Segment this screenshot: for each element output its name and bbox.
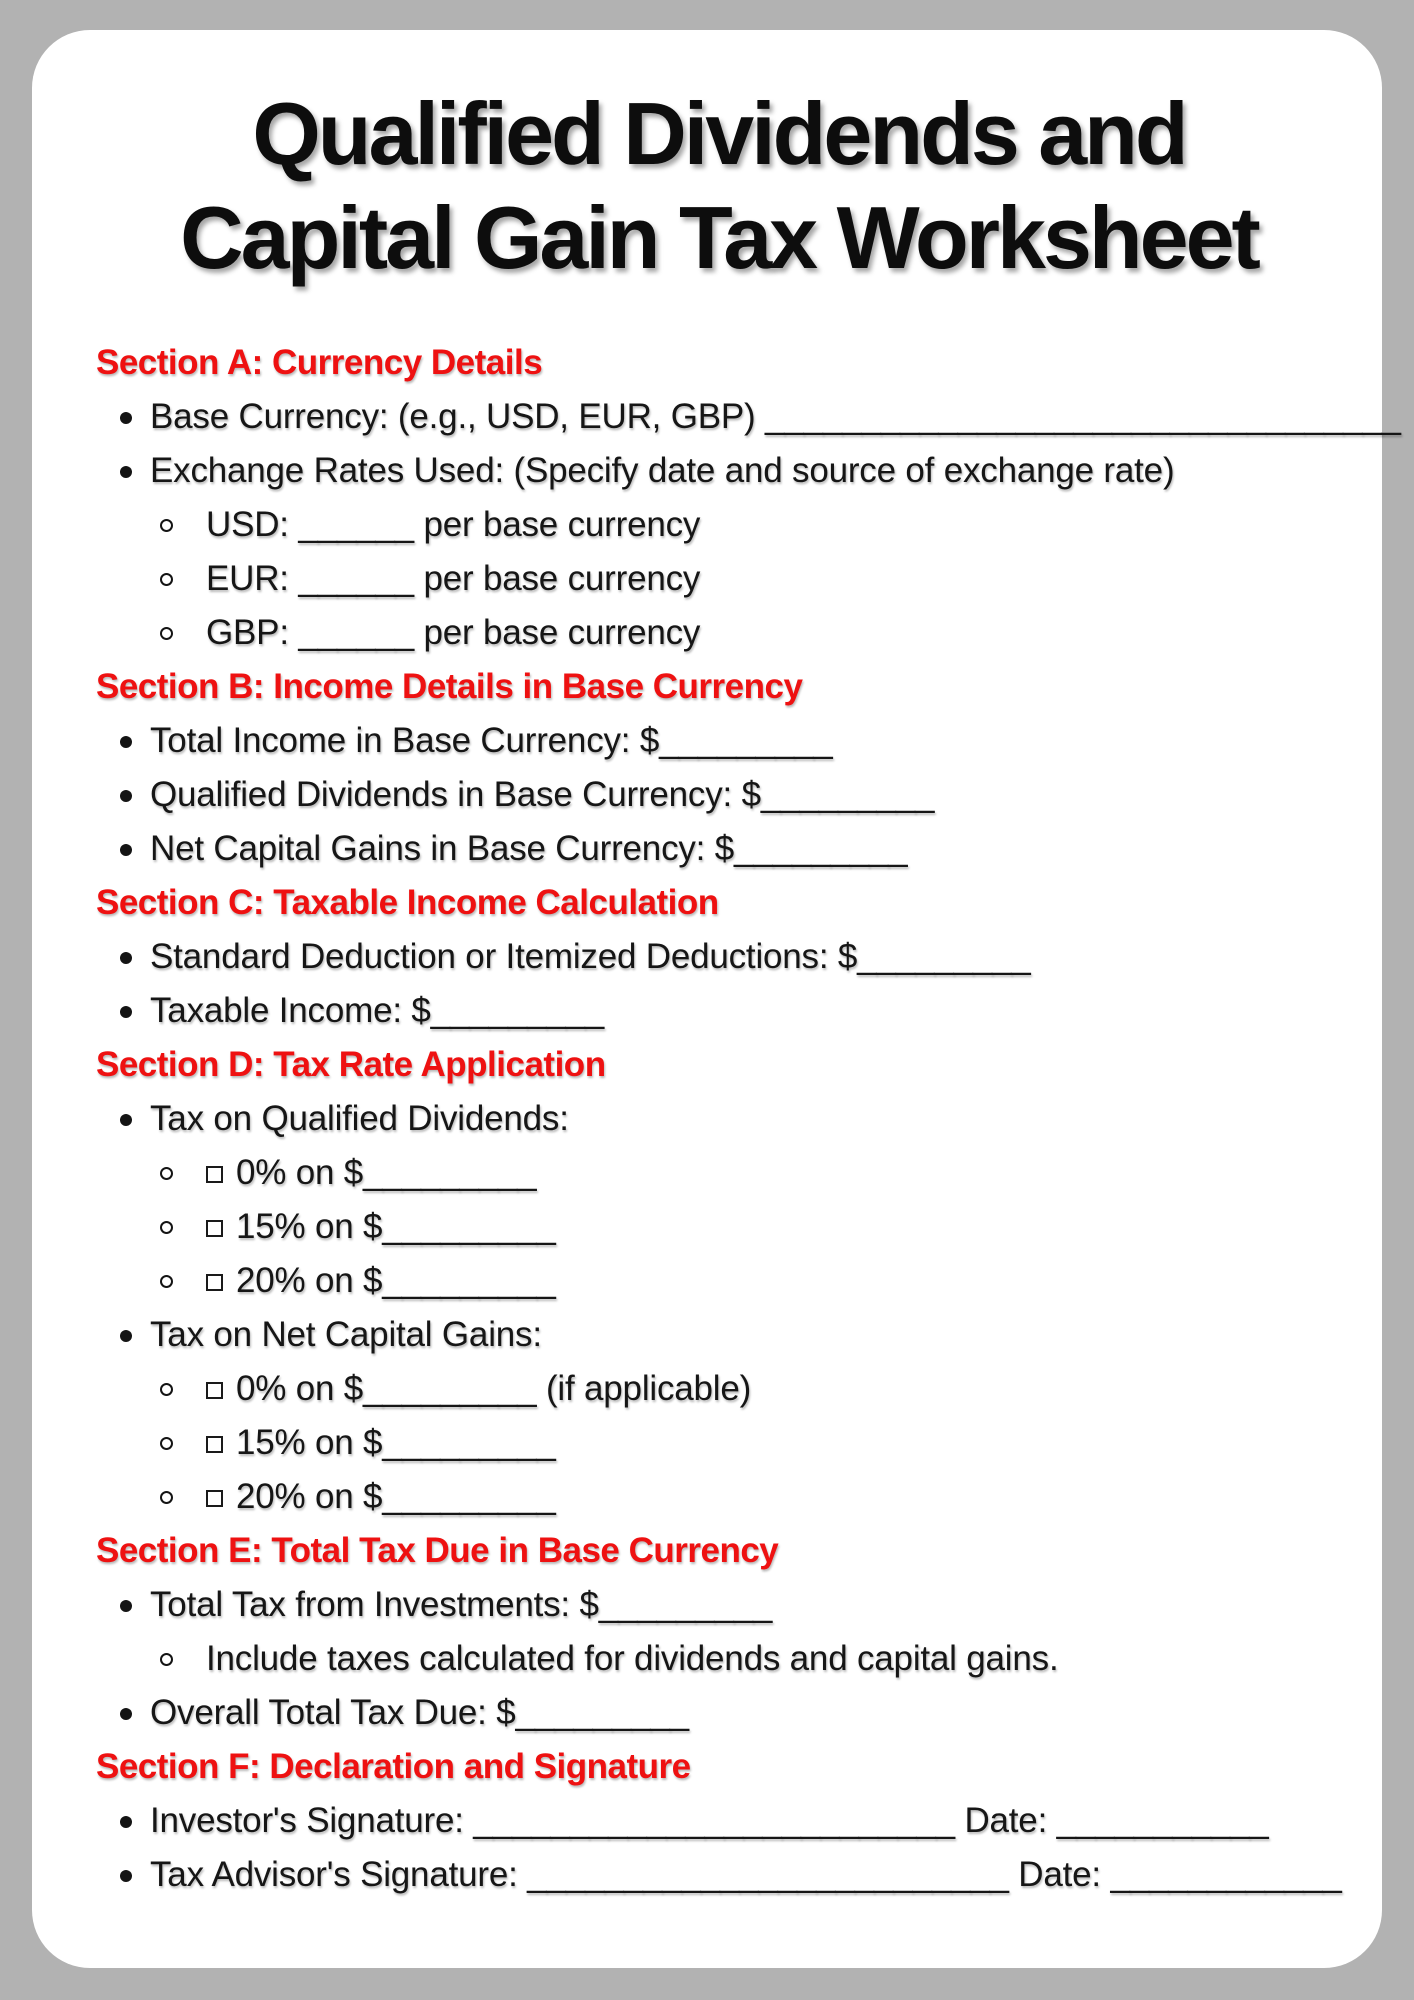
checkbox-label: 0% on $_________ [236, 1153, 537, 1192]
list-item [96, 390, 1401, 444]
sub-list-item [96, 552, 1362, 606]
checkbox-label: 15% on $_________ [236, 1207, 556, 1246]
bullet-icon [120, 1092, 150, 1146]
circle-bullet-icon [160, 1416, 206, 1470]
circle-bullet-icon [160, 1632, 206, 1686]
list-item-text: Total Tax from Investments: $_________ [150, 1585, 773, 1624]
circle-bullet-icon [160, 1470, 206, 1524]
sub-list-item-text [206, 1470, 556, 1524]
list-item-text: Exchange Rates Used: (Specify date and source of exchange rate) [150, 451, 1175, 490]
list-item [96, 1308, 1362, 1362]
list-item-text: Qualified Dividends in Base Currency: $_________ [150, 775, 935, 814]
bullet-icon [120, 1578, 150, 1632]
bullet-icon [120, 390, 150, 444]
circle-bullet-icon [160, 1200, 206, 1254]
list-item-text: Standard Deduction or Itemized Deductions: $_________ [150, 937, 1031, 976]
list-item-text: Tax Advisor's Signature: _________________________ Date: ____________ [150, 1855, 1342, 1894]
section-a-heading [96, 336, 1362, 390]
sub-list-item [96, 606, 1362, 660]
bullet-icon [120, 768, 150, 822]
bullet-icon [120, 822, 150, 876]
bullet-icon [120, 1686, 150, 1740]
list-item [96, 714, 1362, 768]
section-heading-text: Section C: Taxable Income Calculation [96, 883, 719, 922]
sub-list-item-text: EUR: ______ per base currency [206, 559, 701, 598]
bullet-icon [120, 714, 150, 768]
checkbox-icon [206, 1436, 223, 1453]
sub-list-item [96, 1470, 1362, 1524]
checkbox-icon [206, 1166, 223, 1183]
sub-list-item [96, 1254, 1362, 1308]
sub-list-item-text [206, 1200, 556, 1254]
section-b-heading [96, 660, 1362, 714]
bullet-icon [120, 984, 150, 1038]
list-item [96, 930, 1362, 984]
sub-list-item [96, 1362, 1362, 1416]
list-item-text: Investor's Signature: _________________________ Date: ___________ [150, 1801, 1269, 1840]
checkbox-label: 0% on $_________ (if applicable) [236, 1369, 752, 1408]
circle-bullet-icon [160, 552, 206, 606]
sub-list-item [96, 1146, 1362, 1200]
section-heading-text: Section B: Income Details in Base Currency [96, 667, 803, 706]
list-item [96, 444, 1362, 498]
worksheet-page [32, 30, 1401, 1968]
circle-bullet-icon [160, 1146, 206, 1200]
circle-bullet-icon [160, 1254, 206, 1308]
bullet-icon [120, 1794, 150, 1848]
bullet-icon [120, 930, 150, 984]
bullet-icon [120, 1848, 150, 1902]
list-item-text: Tax on Qualified Dividends: [150, 1099, 569, 1138]
list-item-text: Net Capital Gains in Base Currency: $_________ [150, 829, 908, 868]
sub-list-item-text: GBP: ______ per base currency [206, 613, 701, 652]
section-d-heading [96, 1038, 1362, 1092]
checkbox-label: 15% on $_________ [236, 1423, 556, 1462]
sub-list-item [96, 1200, 1362, 1254]
section-c-heading [96, 876, 1362, 930]
sub-list-item [96, 1632, 1362, 1686]
checkbox-icon [206, 1220, 223, 1237]
list-item [96, 822, 1362, 876]
sub-list-item-text [206, 1362, 751, 1416]
bullet-icon [120, 444, 150, 498]
checkbox-icon [206, 1274, 223, 1291]
sub-list-item [96, 498, 1362, 552]
sub-list-item-text: Include taxes calculated for dividends and capital gains. [206, 1639, 1059, 1678]
checkbox-label: 20% on $_________ [236, 1477, 556, 1516]
list-item [96, 768, 1362, 822]
circle-bullet-icon [160, 606, 206, 660]
page-title [96, 82, 1362, 290]
sub-list-item [96, 1416, 1362, 1470]
list-item-text: Base Currency: (e.g., USD, EUR, GBP) _________________________________ [150, 397, 1401, 436]
checkbox-label: 20% on $_________ [236, 1261, 556, 1300]
sub-list-item-text [206, 1254, 556, 1308]
list-item [96, 1092, 1362, 1146]
list-item [96, 1848, 1362, 1902]
list-item [96, 1686, 1362, 1740]
bullet-icon [120, 1308, 150, 1362]
section-heading-text: Section D: Tax Rate Application [96, 1045, 606, 1084]
list-item [96, 1578, 1362, 1632]
circle-bullet-icon [160, 498, 206, 552]
section-heading-text: Section E: Total Tax Due in Base Currency [96, 1531, 779, 1570]
list-item-text: Taxable Income: $_________ [150, 991, 605, 1030]
title-line-2: Capital Gain Tax Worksheet [180, 188, 1258, 287]
sub-list-item-text [206, 1146, 536, 1200]
section-e-heading [96, 1524, 1362, 1578]
list-item-text: Total Income in Base Currency: $_________ [150, 721, 833, 760]
section-f-heading [96, 1740, 1362, 1794]
list-item [96, 984, 1362, 1038]
sub-list-item-text: USD: ______ per base currency [206, 505, 701, 544]
title-line-1: Qualified Dividends and [252, 84, 1186, 183]
section-heading-text: Section F: Declaration and Signature [96, 1747, 691, 1786]
checkbox-icon [206, 1490, 223, 1507]
list-item-text: Tax on Net Capital Gains: [150, 1315, 542, 1354]
worksheet-body [96, 336, 1401, 1902]
circle-bullet-icon [160, 1362, 206, 1416]
checkbox-icon [206, 1382, 223, 1399]
sub-list-item-text [206, 1416, 556, 1470]
section-heading-text: Section A: Currency Details [96, 343, 543, 382]
list-item [96, 1794, 1362, 1848]
list-item-text: Overall Total Tax Due: $_________ [150, 1693, 689, 1732]
